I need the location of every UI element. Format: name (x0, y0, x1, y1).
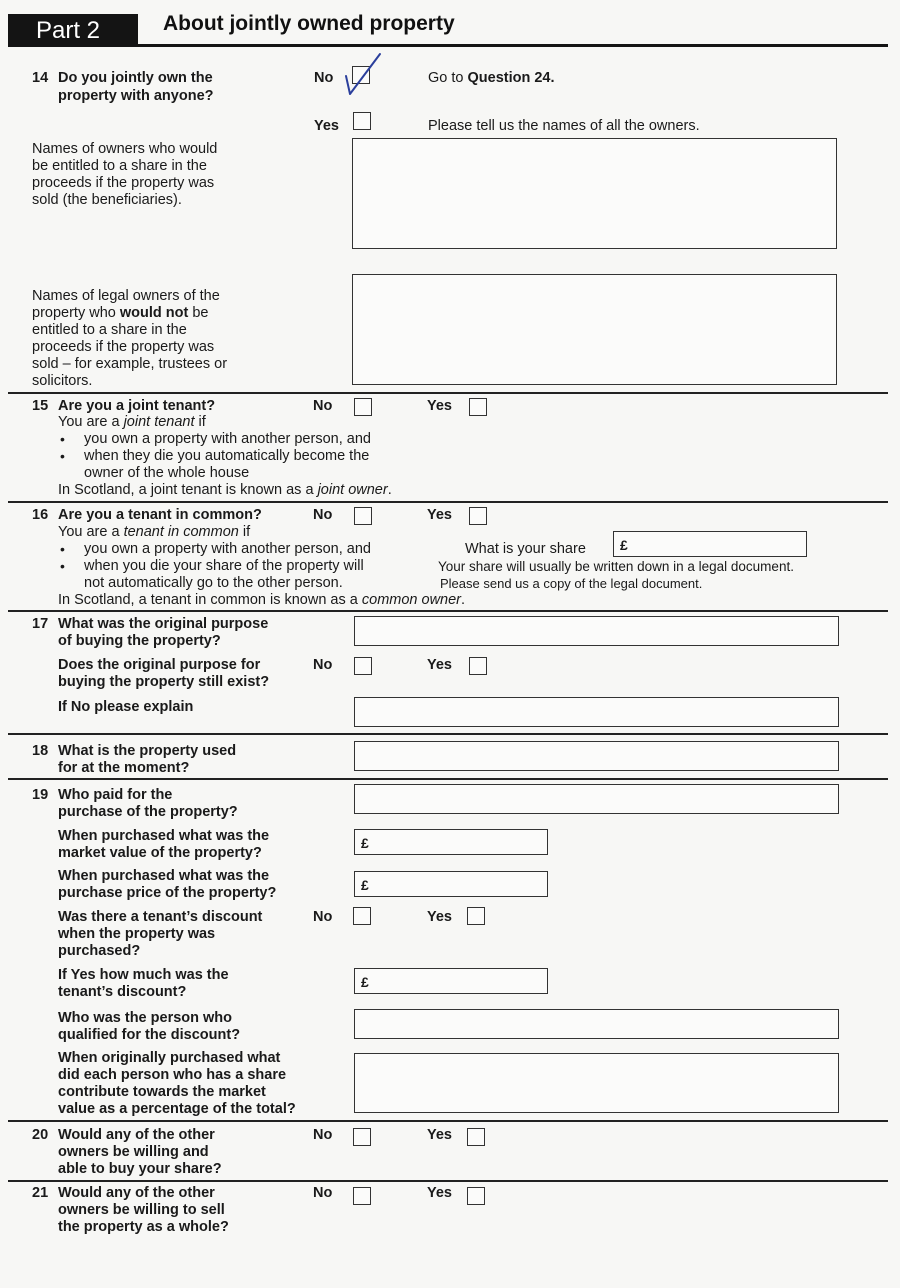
share-note-line2: Please send us a copy of the legal document. (440, 576, 703, 591)
q17-explain-label: If No please explain (58, 699, 194, 715)
q16-bullet1: you own a property with another person, and (84, 541, 371, 557)
q21-yes-checkbox[interactable] (467, 1187, 485, 1205)
explain-field[interactable] (354, 697, 839, 727)
divider (8, 1120, 888, 1122)
qualified-person-field[interactable] (354, 1009, 839, 1039)
divider (8, 1180, 888, 1182)
q15-number: 15 (32, 398, 49, 414)
q17-number: 17 (32, 616, 49, 632)
q16-number: 16 (32, 507, 49, 523)
beneficiaries-label-line1: Names of owners who would (32, 141, 218, 157)
q19-question-line1: Who paid for the (58, 787, 173, 803)
share-note-line1: Your share will usually be written down in a legal document. (438, 559, 794, 574)
divider (8, 610, 888, 612)
q19-no-checkbox[interactable] (353, 907, 371, 925)
current-use-field[interactable] (354, 741, 839, 771)
q21-no-label: No (313, 1185, 333, 1201)
q15-bullet2-line2: owner of the whole house (84, 465, 250, 481)
legal-owners-label-line3: entitled to a share in the (32, 322, 187, 338)
legal-owners-names-field[interactable] (352, 274, 837, 385)
beneficiaries-names-field[interactable] (352, 138, 837, 249)
q21-question-line3: the property as a whole? (58, 1219, 229, 1235)
q19-number: 19 (32, 787, 49, 803)
q17-purpose-line1: Does the original purpose for (58, 657, 261, 673)
tenant-discount-label-line1: Was there a tenant’s discount (58, 909, 263, 925)
beneficiaries-label-line2: be entitled to a share in the (32, 158, 207, 174)
q14-no-label: No (314, 70, 334, 86)
q14-yes-checkbox[interactable] (353, 112, 371, 130)
legal-owners-label-line5: sold – for example, trustees or (32, 356, 228, 372)
q16-definition: You are a tenant in common if (58, 524, 251, 540)
q17-yes-label: Yes (427, 657, 452, 673)
q17-yes-checkbox[interactable] (469, 657, 487, 675)
q19-yes-label: Yes (427, 909, 452, 925)
q16-no-checkbox[interactable] (354, 507, 372, 525)
q15-yes-label: Yes (427, 398, 452, 414)
q15-no-checkbox[interactable] (354, 398, 372, 416)
q16-bullet2-line2: not automatically go to the other person. (84, 575, 343, 591)
legal-owners-label-line6: solicitors. (32, 373, 93, 389)
q15-scotland-note: In Scotland, a joint tenant is known as a joint owner. (58, 482, 392, 498)
bullet: • (60, 448, 65, 464)
q19-yes-checkbox[interactable] (467, 907, 485, 925)
q14-question-line2: property with anyone? (58, 88, 214, 104)
part-label: Part 2 (8, 14, 138, 47)
contribution-label-line2: did each person who has a share (58, 1067, 287, 1083)
header-rule (8, 44, 888, 47)
legal-owners-label-line2: property who would not be (32, 305, 209, 321)
q15-bullet2-line1: when they die you automatically become the (84, 448, 370, 464)
q16-bullet2-line1: when you die your share of the property will (84, 558, 364, 574)
q15-yes-checkbox[interactable] (469, 398, 487, 416)
tenant-discount-label-line3: purchased? (58, 943, 141, 959)
beneficiaries-label-line4: sold (the beneficiaries). (32, 192, 182, 208)
q14-no-instruction: Go to Question 24. (428, 70, 555, 86)
q17-question-line1: What was the original purpose (58, 616, 269, 632)
q17-question-line2: of buying the property? (58, 633, 221, 649)
q18-question-line1: What is the property used (58, 743, 237, 759)
original-purpose-field[interactable] (354, 616, 839, 646)
qualified-person-label-line1: Who was the person who (58, 1010, 233, 1026)
q20-no-checkbox[interactable] (353, 1128, 371, 1146)
q15-definition: You are a joint tenant if (58, 414, 206, 430)
q21-yes-label: Yes (427, 1185, 452, 1201)
q20-number: 20 (32, 1127, 49, 1143)
q21-question-line1: Would any of the other (58, 1185, 215, 1201)
q20-question-line3: able to buy your share? (58, 1161, 222, 1177)
q14-number: 14 (32, 70, 49, 86)
q21-number: 21 (32, 1185, 49, 1201)
q20-yes-checkbox[interactable] (467, 1128, 485, 1146)
q15-bullet1: you own a property with another person, and (84, 431, 371, 447)
q16-no-label: No (313, 507, 333, 523)
share-label: What is your share (465, 541, 586, 557)
discount-amount-field[interactable]: £ (354, 968, 548, 994)
q21-question-line2: owners be willing to sell (58, 1202, 225, 1218)
discount-amount-label-line1: If Yes how much was the (58, 967, 229, 983)
purchase-price-label-line2: purchase price of the property? (58, 885, 277, 901)
q18-number: 18 (32, 743, 49, 759)
q16-yes-checkbox[interactable] (469, 507, 487, 525)
q20-question-line1: Would any of the other (58, 1127, 215, 1143)
divider (8, 501, 888, 503)
market-value-label-line1: When purchased what was the (58, 828, 270, 844)
contribution-label-line1: When originally purchased what (58, 1050, 281, 1066)
q19-question-line2: purchase of the property? (58, 804, 238, 820)
purchase-price-label-line1: When purchased what was the (58, 868, 270, 884)
q20-no-label: No (313, 1127, 333, 1143)
q18-question-line2: for at the moment? (58, 760, 190, 776)
q20-yes-label: Yes (427, 1127, 452, 1143)
q14-yes-label: Yes (314, 118, 339, 134)
q14-yes-instruction: Please tell us the names of all the owners. (428, 118, 700, 134)
share-amount-field[interactable]: £ (613, 531, 807, 557)
divider (8, 778, 888, 780)
bullet: • (60, 558, 65, 574)
q15-no-label: No (313, 398, 333, 414)
q17-no-label: No (313, 657, 333, 673)
legal-owners-label-line4: proceeds if the property was (32, 339, 215, 355)
bullet: • (60, 431, 65, 447)
beneficiaries-label-line3: proceeds if the property was (32, 175, 215, 191)
legal-owners-label-line1: Names of legal owners of the (32, 288, 220, 304)
market-value-field[interactable]: £ (354, 829, 548, 855)
section-title: About jointly owned property (163, 12, 455, 35)
qualified-person-label-line2: qualified for the discount? (58, 1027, 241, 1043)
q14-question-line1: Do you jointly own the (58, 70, 213, 86)
q16-scotland-note: In Scotland, a tenant in common is known as a common owner. (58, 592, 466, 608)
market-value-label-line2: market value of the property? (58, 845, 262, 861)
divider (8, 733, 888, 735)
divider (8, 392, 888, 394)
discount-amount-label-line2: tenant’s discount? (58, 984, 187, 1000)
q19-no-label: No (313, 909, 333, 925)
contribution-label-line3: contribute towards the market (58, 1084, 266, 1100)
q16-yes-label: Yes (427, 507, 452, 523)
q16-question: Are you a tenant in common? (58, 507, 262, 523)
contribution-field[interactable] (354, 1053, 839, 1113)
q15-question: Are you a joint tenant? (58, 398, 216, 414)
contribution-label-line4: value as a percentage of the total? (58, 1101, 296, 1117)
q21-no-checkbox[interactable] (353, 1187, 371, 1205)
checkmark-icon (340, 50, 388, 98)
who-paid-field[interactable] (354, 784, 839, 814)
purchase-price-field[interactable]: £ (354, 871, 548, 897)
q20-question-line2: owners be willing and (58, 1144, 209, 1160)
bullet: • (60, 541, 65, 557)
q17-purpose-line2: buying the property still exist? (58, 674, 270, 690)
tenant-discount-label-line2: when the property was (58, 926, 216, 942)
q17-no-checkbox[interactable] (354, 657, 372, 675)
